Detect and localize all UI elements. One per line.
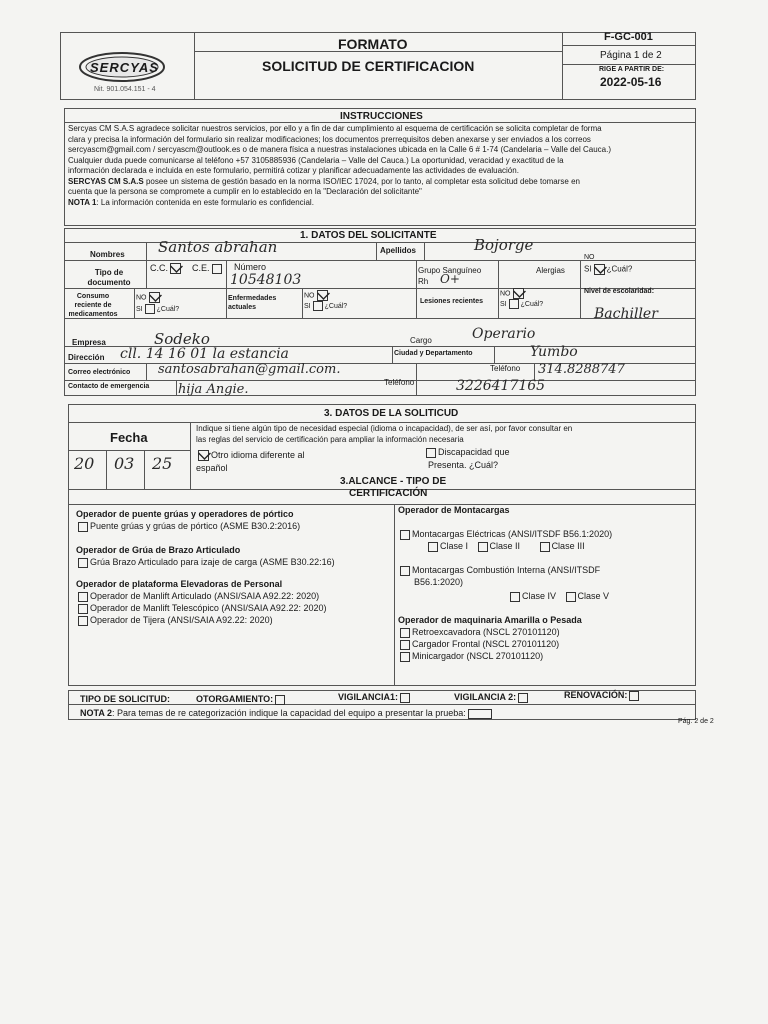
otro-idioma-text-2: español [196,463,228,473]
fecha-label: Fecha [110,430,148,445]
cc-option[interactable]: C.C. [150,263,183,274]
correo-label: Correo electrónico [68,369,131,376]
combustion-text-2: B56.1:2020) [414,577,464,587]
puente-checkbox[interactable] [78,522,88,532]
form-sheet [54,26,714,744]
grupo-label: Grupo Sanguíneo [418,266,482,275]
retroexcavadora-checkbox[interactable] [400,628,410,638]
manlift-telescopico-checkbox[interactable] [78,604,88,614]
consumo-no-checkbox[interactable] [149,292,160,303]
brazo-heading: Operador de Grúa de Brazo Articulado [76,545,241,555]
clase-v-checkbox[interactable] [566,592,576,602]
clase-iv-checkbox[interactable] [510,592,520,602]
electricas-option[interactable]: Montacargas Eléctricas (ANSI/ITSDF B56.1:2020) [398,528,692,540]
enfermedades-label: Enfermedades actuales [228,295,277,311]
telefono-label: Teléfono [490,364,521,373]
fecha-mes[interactable]: 03 [114,454,135,473]
enfermedades-no[interactable]: NO [304,290,330,301]
section3-title: 3. DATOS DE LA SOLITICUD [324,408,459,419]
clase-ii-checkbox[interactable] [478,542,488,552]
escolaridad-label: Nivel de escolaridad: [584,288,655,295]
cargo-field[interactable]: Operario [472,326,536,342]
clase-ii-option[interactable]: Clase II [476,541,521,551]
direccion-field[interactable]: cll. 14 16 01 la estancia [120,346,289,362]
rh-label: Rh [418,277,429,286]
minicargador-checkbox[interactable] [400,652,410,662]
form-date: 2022-05-16 [600,75,662,89]
necesidad-text-2: las reglas del servicio de certificación para ampliar la información necesaria [196,435,464,444]
puente-heading: Operador de puente grúas y operadores de pórtico [76,509,294,519]
escolaridad-field[interactable]: Bachiller [594,306,658,322]
instructions-line: Cualquier duda puede comunicarse al teléfono +57 3105885936 (Candelaria – Valle del Cauca.) La oportunidad, veracidad y exactitud de la [68,155,564,165]
direccion-label: Dirección [68,353,105,362]
alergias-label: Alergias [536,266,565,275]
consumo-si[interactable]: SI ¿Cuál? [136,305,180,313]
otro-idioma-option[interactable]: Otro idioma diferente al [196,450,305,461]
vigilancia2-option[interactable]: VIGILANCIA 2: [454,692,530,703]
otorgamiento-option[interactable]: OTORGAMIENTO: [196,694,287,705]
apellidos-label: Apellidos [380,246,417,255]
fecha-dia[interactable]: 20 [74,454,95,473]
cc-checkbox[interactable] [170,263,181,274]
lesiones-si-checkbox[interactable] [509,299,519,309]
sercyas-logo [78,50,166,84]
lesiones-label: Lesiones recientes [420,298,484,305]
nombres-label: Nombres [90,250,125,259]
discapacidad-text-2: Presenta. ¿Cuál? [428,460,499,470]
necesidad-text-1: Indique si tiene algún tipo de necesidad especial (idioma o incapacidad), de ser así, por favor consultar en [196,424,573,433]
form-code: F-GC-001 [604,31,653,43]
discapacidad-checkbox[interactable] [426,448,436,458]
clase-iii-option[interactable]: Clase III [538,541,585,551]
formato-label: FORMATO [338,36,408,52]
ce-option[interactable]: C.E. [192,263,224,274]
rige-label: RIGE A PARTIR DE: [599,66,665,73]
instructions-line: clara y precisa la información del formulario sin realizar modificaciones; los documentos prerrequisitos deben anexarse y ser enviados a los correos [68,134,591,144]
ce-checkbox[interactable] [212,264,222,274]
lesiones-no-checkbox[interactable] [513,288,524,299]
alcance-right-column [398,504,692,662]
nit: Nit. 901.054.151 - 4 [94,86,156,93]
clases-electricas [398,540,692,552]
nombres-field[interactable]: Santos abrahan [158,238,278,256]
tipo-doc-label: Tipo de documento [87,268,131,287]
consumo-si-checkbox[interactable] [145,304,155,314]
lesiones-si[interactable]: SI ¿Cuál? [500,300,544,308]
enfermedades-si-checkbox[interactable] [313,301,323,311]
alergias-si-option[interactable]: SI ¿Cuál? [584,264,633,274]
rh-field[interactable]: O+ [440,272,460,286]
page-footer-number: Pág. 2 de 2 [678,718,714,725]
numero-field[interactable]: 10548103 [230,272,302,288]
tijera-checkbox[interactable] [78,616,88,626]
clase-i-option[interactable]: Clase I [426,541,468,551]
alergias-no: NO [584,254,595,261]
amarilla-heading: Operador de maquinaria Amarilla o Pesada [398,615,582,625]
renovacion-option[interactable]: RENOVACIÓN: [564,690,641,701]
instructions-title: INSTRUCCIONES [340,111,423,122]
telefono-field[interactable]: 314.8288747 [538,362,625,377]
apellidos-field[interactable]: Bojorge [474,236,534,254]
section1-title: 1. DATOS DEL SOLICITANTE [300,230,437,241]
clase-v-option[interactable]: Clase V [564,591,610,601]
contacto-field[interactable]: hija Angie. [178,382,249,397]
otorgamiento-checkbox[interactable] [275,695,285,705]
cargador-checkbox[interactable] [400,640,410,650]
combustion-checkbox[interactable] [400,566,410,576]
enfermedades-si[interactable]: SI ¿Cuál? [304,302,348,310]
consumo-no[interactable]: NO [136,292,162,303]
manlift-articulado-checkbox[interactable] [78,592,88,602]
contacto-label: Contacto de emergencia [68,383,150,390]
brazo-checkbox[interactable] [78,558,88,568]
capacidad-field[interactable] [468,709,492,719]
brazo-option[interactable]: Grúa Brazo Articulado para izaje de carga (ASME B30.22:16) [76,556,356,568]
alergias-si-checkbox[interactable] [594,264,605,275]
lesiones-no[interactable]: NO [500,288,526,299]
instructions-line: cuenta que la persona se compromete a cumplir en lo establecido en la "Declaración del solicitante" [68,187,422,196]
alcance-title-2: CERTIFICACIÓN [349,488,428,499]
instructions-line: sercyascm@gmail.com / sercyascm@outlook.es o de manera física a nuestras instalaciones ubicada en la Calle 6 # 1-74 (Candelaria – Valle del Cauca.) [68,145,612,154]
minicargador-option[interactable]: Minicargador (NSCL 270101120) [398,650,692,662]
page-number: Página 1 de 2 [600,50,662,61]
tijera-option[interactable]: Operador de Tijera (ANSI/SAIA A92.22: 2020) [76,614,392,626]
clase-iii-checkbox[interactable] [540,542,550,552]
vigilancia1-option[interactable]: VIGILANCIA1: [338,692,412,703]
numero-label: Número [234,262,267,272]
cargo-label: Cargo [410,336,432,345]
vigilancia2-checkbox[interactable] [518,693,528,703]
discapacidad-option[interactable]: Discapacidad que [424,447,510,458]
empresa-label: Empresa [72,338,106,347]
page-title: SOLICITUD DE CERTIFICACION [262,58,475,74]
consumo-label: Consumo reciente de medicamentos [68,293,118,318]
renovacion-checkbox[interactable] [629,691,639,701]
correo-field[interactable]: santosabrahan@gmail.com. [158,362,341,377]
logo-text: SERCYAS [90,60,159,75]
instructions-line: Sercyas CM S.A.S agradece solicitar nuestros servicios, por ello y a fin de dar cumplimiento al esquema de certificación se solicita completar de forma [68,124,602,133]
nota1-label: NOTA 1 [68,197,97,207]
plataforma-heading: Operador de plataforma Elevadoras de Personal [76,579,283,589]
otro-idioma-checkbox[interactable] [198,450,209,461]
montacargas-heading: Operador de Montacargas [398,505,510,515]
clase-i-checkbox[interactable] [428,542,438,552]
nota2: NOTA 2: Para temas de re categorización indique la capacidad del equipo a presentar la prueba: [80,708,494,719]
vigilancia1-checkbox[interactable] [400,693,410,703]
clases-combustion [398,590,692,602]
electricas-checkbox[interactable] [400,530,410,540]
ciudad-label: Ciudad y Departamento [394,350,473,357]
telefono2-field[interactable]: 3226417165 [456,378,546,394]
manlift-telescopico-option[interactable]: Operador de Manlift Telescópico (ANSI/SAIA A92.22: 2020) [76,602,376,614]
empresa-field[interactable]: Sodeko [154,330,210,348]
ciudad-field[interactable]: Yumbo [530,344,578,360]
alcance-left-column [76,506,392,626]
enfermedades-no-checkbox[interactable] [317,290,328,301]
instructions-text: Sercyas CM S.A.S agradece solicitar nuestros servicios, por ello y a fin de dar cumplimiento al esquema de certificación se solicita completar de forma clara y precisa la información del formulario sin realizar modificaciones; los documentos prerrequisitos deben anexarse y ser enviados a los correos sercyascm@gmail.com / sercyascm@outlook.es o de manera física a nuestras instalaciones ubicada en la Calle 6 # 1-74 (Candelaria – Valle del Cauca.) Cualquier duda puede comunicarse al teléfono +57 3105885936 (Candelaria – Valle del Cauca.) La oportunidad, veracidad y exactitud de la información declarada e incluida en este formulario, permitirá cotizar y planificar adecuadamente las actividades de evaluación. SERCYAS CM S.A.S posee un sistema de gestión basado en la norma ISO/IEC 17024, por lo tanto, al completar esta solicitud debe tomarse en cuenta que la persona se compromete a cumplir en lo establecido en la "Declaración del solicitante" NOTA 1: La información contenida en este formulario es confidencial. [68,124,692,208]
manlift-articulado-option[interactable]: Operador de Manlift Articulado (ANSI/SAIA A92.22: 2020) [76,590,376,602]
cargador-option[interactable]: Cargador Frontal (NSCL 270101120) [398,638,692,650]
puente-option[interactable]: Puente grúas y grúas de pórtico (ASME B30.2:2016) [76,520,392,532]
retroexcavadora-option[interactable]: Retroexcavadora (NSCL 270101120) [398,626,692,638]
alcance-title-1: 3.ALCANCE - TIPO DE [340,476,447,487]
tipo-solicitud-label: TIPO DE SOLICITUD: [80,694,170,704]
combustion-option[interactable]: Montacargas Combustión Interna (ANSI/ITSDF [398,564,692,576]
clase-iv-option[interactable]: Clase IV [508,591,556,601]
telefono2-label: Teléfono [384,378,415,387]
fecha-anio[interactable]: 25 [152,454,173,473]
sercyas-bold: SERCYAS CM S.A.S [68,176,144,186]
instructions-line: información declarada e incluida en este formulario, permitirá cotizar y planificar adecuadamente las actividades de evaluación. [68,166,519,175]
